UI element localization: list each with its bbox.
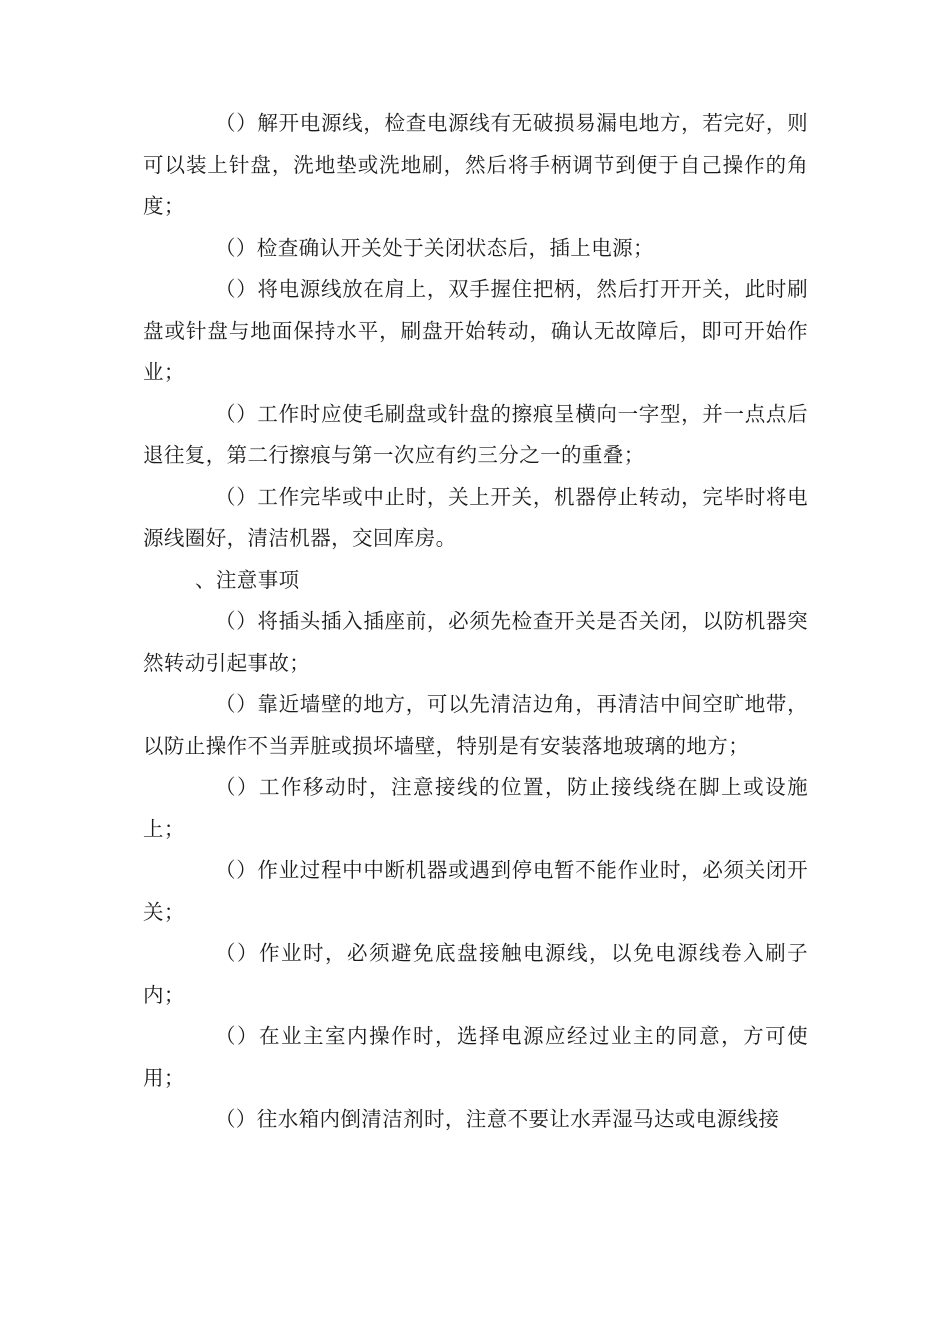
precaution-item-3: （）工作移动时，注意接线的位置，防止接线绕在脚上或设施上； — [143, 775, 808, 841]
procedure-step-4: （）工作时应使毛刷盘或针盘的擦痕呈横向一字型，并一点点后退往复，第二行擦痕与第一次应有约三分之一的重叠； — [143, 401, 808, 467]
precaution-item-4: （）作业过程中中断机器或遇到停电暂不能作业时，必须关闭开关； — [143, 858, 808, 924]
precaution-item-5: （）作业时，必须避免底盘接触电源线，以免电源线卷入刷子内； — [143, 941, 808, 1007]
document-body — [143, 103, 808, 1141]
precaution-item-1: （）将插头插入插座前，必须先检查开关是否关闭，以防机器突然转动引起事故； — [143, 609, 808, 675]
precaution-item-6: （）在业主室内操作时，选择电源应经过业主的同意，方可使用； — [143, 1024, 808, 1090]
procedure-step-3: （）将电源线放在肩上，双手握住把柄，然后打开开关，此时刷盘或针盘与地面保持水平，刷盘开始转动，确认无故障后，即可开始作业； — [143, 277, 808, 384]
procedure-step-2: （）检查确认开关处于关闭状态后，插上电源； — [215, 235, 654, 260]
precaution-item-7: （）往水箱内倒清洁剂时，注意不要让水弄湿马达或电源线接 — [215, 1107, 780, 1131]
precaution-item-2: （）靠近墙壁的地方，可以先清洁边角，再清洁中间空旷地带，以防止操作不当弄脏或损坏墙壁，特别是有安装落地玻璃的地方； — [143, 692, 808, 758]
procedure-step-1: （）解开电源线，检查电源线有无破损易漏电地方，若完好，则可以装上针盘，洗地垫或洗地刷，然后将手柄调节到便于自己操作的角度； — [143, 111, 808, 218]
procedure-step-5: （）工作完毕或中止时，关上开关，机器停止转动，完毕时将电源线圈好，清洁机器，交回库房。 — [143, 484, 808, 550]
section-heading-precautions: 、注意事项 — [195, 567, 300, 592]
